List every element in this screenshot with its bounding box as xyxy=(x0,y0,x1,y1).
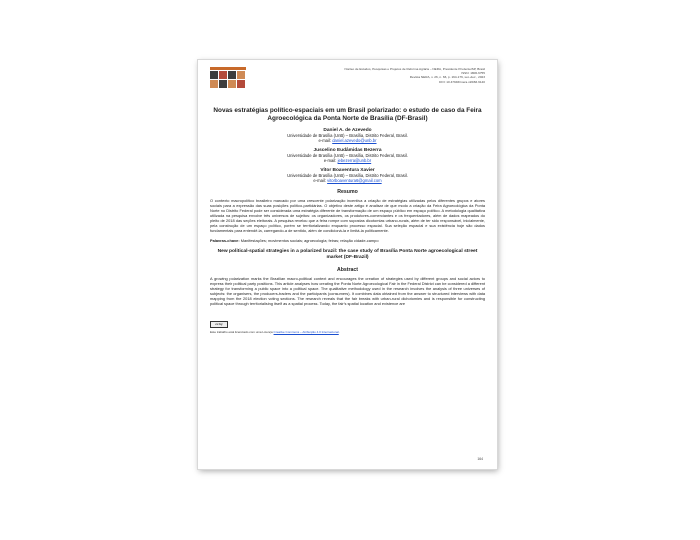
author-affiliation: Universidade de Brasília (UnB) – Brasília, Distrito Federal, Brasil. xyxy=(287,133,408,139)
author-affiliation: Universidade de Brasília (UnB) – Brasília, Distrito Federal, Brasil. xyxy=(287,173,408,179)
email-label: e-mail: xyxy=(323,158,337,164)
page-number: 164 xyxy=(477,457,483,461)
author-affiliation: Universidade de Brasília (UnB) – Brasília, Distrito Federal, Brasil. xyxy=(287,153,408,159)
abstract-text: A growing polarization marks the Brazilian macro-political context and encourages the creation of strategies used by different groups and social actors to express their political party positions. This article analyses how creating the Ponta Norte Agroecological Fair in the Federal District can be considered a different strategy for transforming a public space into a political space. The qualitative methodology used in the research involves the analysis of three universes of subjects: the organisers, the producers-traders and the participants (consumers). It combines data obtained from the answer to structured interviews with data mapping from the 2018 election voting sections. The research reveals that the fair breaks with urban-rural dichotomies and is responsible for constructing political space through territorialising itself as a spatial process. Today, the fair's spatial location and existence are xyxy=(210,276,485,306)
author-name: Vitor Boaventura Xavier xyxy=(320,168,375,174)
author-list xyxy=(210,128,485,183)
resumo-heading: Resumo xyxy=(337,189,358,196)
journal-info-line: Revista NERA, v. 26, n. 66, p. 164-176, set.-dez., 2023 xyxy=(409,75,485,80)
keywords xyxy=(210,239,485,244)
license-link[interactable]: Creative Commons – Atribuição 4.0 Internacional xyxy=(273,329,339,334)
journal-info-line: DOI: 10.47946/rnera.v26i66.9140 xyxy=(439,79,485,84)
journal-logo xyxy=(210,67,246,95)
cc-license-badge: cc by xyxy=(210,321,228,328)
license-text xyxy=(210,330,485,334)
keywords-value: Manifestações; movimentos sociais; agroecologia; feiras; relação cidade-campo xyxy=(240,237,379,243)
document-page xyxy=(198,60,497,469)
license-text-after: . xyxy=(338,329,340,334)
abstract-heading: Abstract xyxy=(336,267,359,274)
keywords-label: Palavras-chave: xyxy=(210,237,240,243)
author-email-link[interactable]: jebezerra@unb.br xyxy=(337,158,372,164)
resumo-text: O contexto macropolítico brasileiro marcado por uma crescente polarização incentiva a criação de estratégias utilizadas pelos diferentes grupos e atores sociais para a expressão das suas posições político-partidárias. O objetivo deste artigo é analisar de que modo a criação da Feira Agroecológica da Ponta Norte no Distrito Federal pode ser considerada uma estratégia diferente de transformação de um espaço público em espaço político. A metodologia qualitativa utilizada na pesquisa envolve três universos de sujeitos: os organizadores, os produtores-comerciantes e os frequentadores, além de dados mapeados do pleito de 2018 das seções eleitorais. A pesquisa revelou que a feira rompe com supostas dicotomias urbano-rurais, além de ter sido responsável, inicialmente, pela construção de um espaço político, porém se territorializando enquanto processo espacial. Sua seleção espacial e sua existência hoje são dados fundamentais para entendê-la, carregando-a de sentido, além de condicioná-la e limitá-la politicamente. xyxy=(210,198,485,233)
email-label: e-mail: xyxy=(313,178,326,184)
paper-title: Novas estratégias político-espaciais em um Brasil polarizado: o estudo de caso da Feira Agroecológica da Ponta Norte de Brasília (DF-Brasil) xyxy=(213,107,482,122)
author-name: Daniel A. de Azevedo xyxy=(323,128,372,134)
author-email-link[interactable]: vitorboaventura6@gmail.com xyxy=(327,178,382,184)
author-name: Juscelino Eudâmidas Bezerra xyxy=(313,148,382,154)
page-header xyxy=(210,67,485,97)
author-block xyxy=(210,168,485,183)
license-block xyxy=(210,312,485,334)
journal-info xyxy=(285,67,485,84)
license-text-before: Este trabalho está licenciado com uma Licença xyxy=(210,329,274,334)
english-title: New political-spatial strategies in a polarized brazil: the case study of Brasília Ponta Norte agroecological street market (DF-Brazil) xyxy=(217,249,478,261)
author-email-link[interactable]: daniel.azevedo@unb.br xyxy=(332,138,377,144)
journal-info-line: ISSN: 1806-6755 xyxy=(461,71,485,76)
author-block xyxy=(210,148,485,163)
journal-info-line: Núcleo de Estudos, Pesquisas e Projetos de Reforma Agrária – NERA, Presidente Prudente/SP, Brasil xyxy=(344,67,485,71)
email-label: e-mail: xyxy=(318,138,332,144)
author-block xyxy=(210,128,485,143)
